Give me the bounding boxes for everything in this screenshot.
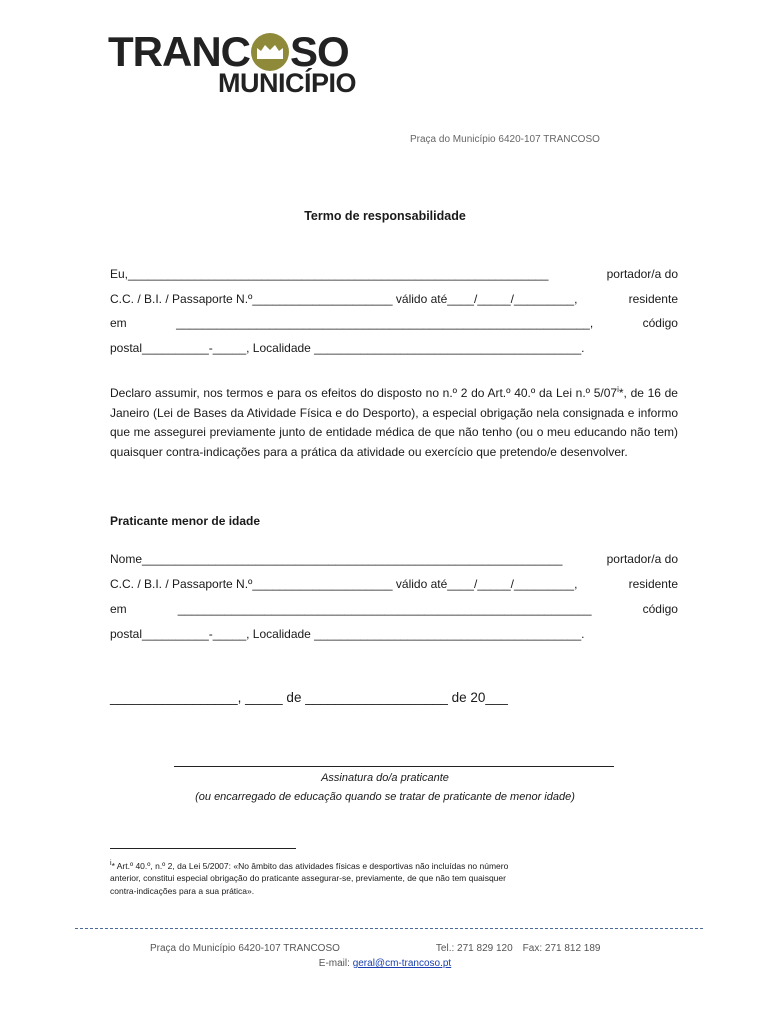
minor-label-residente: residente <box>628 577 678 591</box>
minor-postal-locality-field[interactable]: postal__________-_____, Localidade ________________________________________. <box>110 627 585 641</box>
minor-label-em: em <box>110 602 127 616</box>
minor-label-portador: portador/a do <box>606 552 678 566</box>
footer-divider <box>75 928 703 929</box>
minor-section-heading: Praticante menor de idade <box>110 514 261 528</box>
signature-line[interactable] <box>174 766 614 767</box>
minor-form-line-name[interactable] <box>110 551 678 567</box>
declaration-text-end: *, de 16 de Janeiro (Lei de Bases da Atividade Física e do Desporto), a especial obrigação nela consignada e informo que me assegurei previamente junto de entidade médica de que não tenho (ou o meu educando não tem) quaisquer contra-indicações para a prática da atividade ou exercício que pretendo/e desenvolver. <box>110 386 678 459</box>
document-title: Termo de responsabilidade <box>304 209 466 223</box>
footer-contact <box>150 943 601 954</box>
minor-address-field[interactable]: ______________________________________________________________ <box>177 602 592 616</box>
logo-text-left: TRANC <box>108 28 250 75</box>
minor-form-line-id[interactable] <box>110 576 678 592</box>
minor-form-line-address[interactable] <box>110 601 678 617</box>
date-place-field[interactable]: _________________, _____ de ___________________ de 20___ <box>110 690 508 705</box>
address-field[interactable]: ______________________________________________________________, <box>176 316 594 330</box>
footer-email-label: E-mail: <box>318 958 350 969</box>
declaration-paragraph <box>110 380 678 462</box>
header-address: Praça do Município 6420-107 TRANCOSO <box>410 134 600 145</box>
declaration-text-start: Declaro assumir, nos termos e para os efeitos do disposto no n.º 2 do Art.º 40.º da Lei n.º 5/07 <box>110 386 618 400</box>
label-codigo: código <box>642 316 678 330</box>
postal-locality-field[interactable]: postal__________-_____, Localidade ________________________________________. <box>110 341 585 355</box>
footnote-ref: i <box>617 385 619 394</box>
form-line-id[interactable] <box>110 291 678 307</box>
footer-phone: Tel.: 271 829 120 <box>435 943 513 954</box>
label-residente: residente <box>628 292 678 306</box>
footnote <box>110 858 530 897</box>
footer-email-row <box>0 958 770 969</box>
footer-fax: Fax: 271 812 189 <box>522 943 601 954</box>
signature-note: (ou encarregado de educação quando se tratar de praticante de menor idade) <box>195 791 575 803</box>
footnote-text: * Art.º 40.º, n.º 2, da Lei 5/2007: «No âmbito das atividades físicas e desportivas não incluídas no número anterior, constitui especial obrigação do praticante assegurar-se, previamente, de que não tem quaisquer contra-indicações para a sua prática». <box>110 860 509 896</box>
name-field[interactable]: Eu,_______________________________________________________________ <box>110 267 549 281</box>
minor-name-field[interactable]: Nome_______________________________________________________________ <box>110 552 563 566</box>
signature-label: Assinatura do/a praticante <box>321 772 449 784</box>
minor-label-codigo: código <box>642 602 678 616</box>
footnote-marker: i <box>110 860 112 867</box>
logo-text-right: SO <box>289 28 349 75</box>
footnote-divider <box>110 848 296 849</box>
form-line-name[interactable] <box>110 266 678 282</box>
logo-subtitle: MUNICÍPIO <box>218 68 357 98</box>
footer-email-link[interactable]: geral@cm-trancoso.pt <box>352 958 452 969</box>
label-em: em <box>110 316 127 330</box>
id-document-field[interactable]: C.C. / B.I. / Passaporte N.º_____________________ válido até____/_____/_________, <box>110 292 578 306</box>
footer-address: Praça do Município 6420-107 TRANCOSO <box>150 943 340 954</box>
minor-id-document-field[interactable]: C.C. / B.I. / Passaporte N.º_____________________ válido até____/_____/_________, <box>110 577 578 591</box>
form-line-address[interactable] <box>110 315 678 331</box>
label-portador: portador/a do <box>606 267 678 281</box>
crown-seal-icon <box>251 33 289 71</box>
